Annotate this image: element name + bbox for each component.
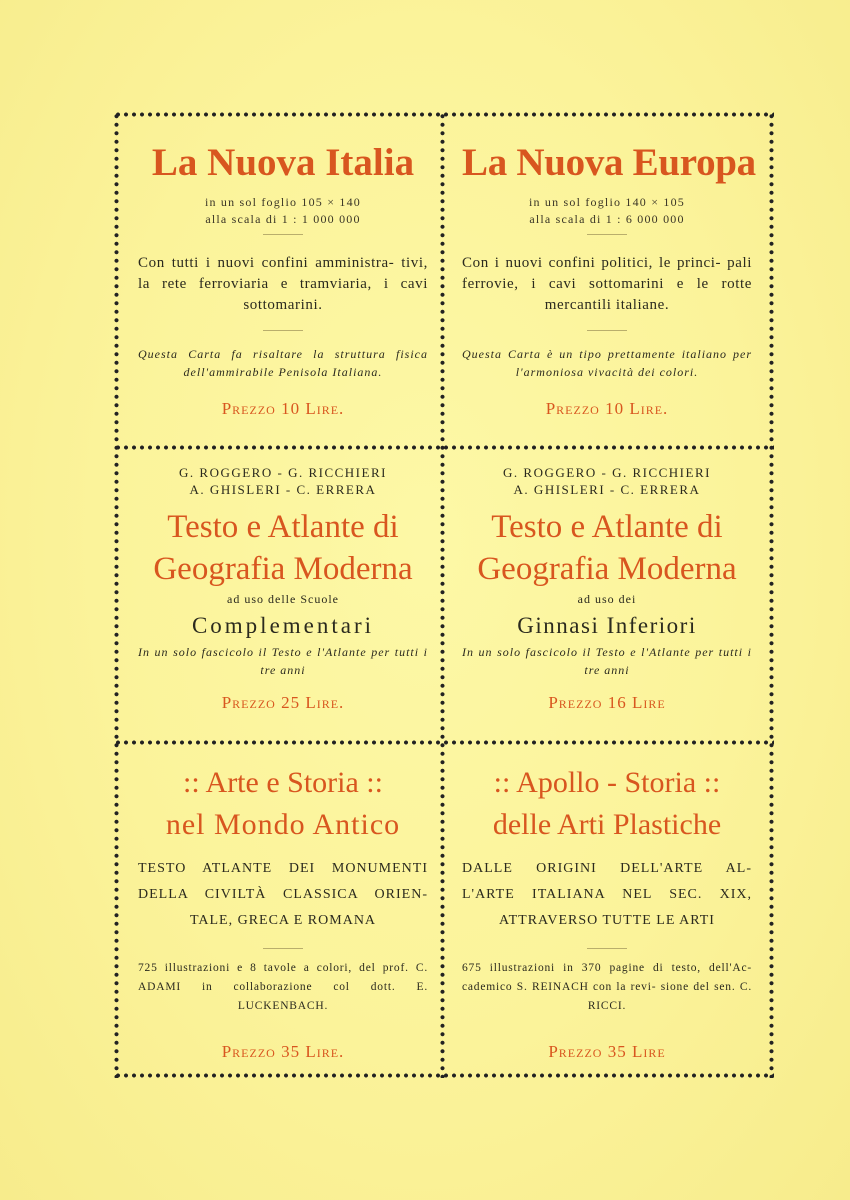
map-size: in un sol foglio 140 × 105 (529, 195, 685, 209)
panel-arte-storia (128, 762, 438, 1062)
authors-line-2: A. GHISLERI - C. ERRERA (189, 482, 377, 497)
atlas-title-line-2: Geografia Moderna (153, 551, 413, 587)
price-label: Prezzo 16 Lire (548, 693, 666, 712)
panel-note: In un solo fascicolo il Testo e l'Atlante per tutti i tre anni (138, 645, 428, 677)
price-label: Prezzo 10 Lire. (221, 399, 345, 418)
map-size: in un sol foglio 105 × 140 (205, 195, 361, 209)
panel-description: DALLE ORIGINI DELL'ARTE AL- L'ARTE ITALIANA NEL SEC. XIX, ATTRAVERSO TUTTE LE ARTI (462, 861, 752, 928)
panel-title: La Nuova Europa (462, 141, 756, 184)
panel-title-line-1: :: Arte e Storia :: (183, 766, 383, 799)
panel-description: TESTO ATLANTE DEI MONUMENTI DELLA CIVILTÀ CLASSICA ORIEN- TALE, GRECA E ROMANA (138, 861, 428, 928)
school-type: Ginnasi Inferiori (517, 613, 697, 638)
panel-title: La Nuova Italia (151, 141, 415, 184)
panel-nuova-italia (128, 140, 438, 440)
divider-rule (587, 330, 627, 331)
panel-title-line-2: nel Mondo Antico (165, 808, 401, 841)
school-type: Complementari (191, 613, 375, 638)
atlas-title-line-1: Testo e Atlante di (491, 509, 723, 545)
panel-title-line-2: delle Arti Plastiche (492, 808, 722, 841)
authors-line-1: G. ROGGERO - G. RICCHIERI (179, 465, 387, 480)
authors-line-2: A. GHISLERI - C. ERRERA (513, 482, 701, 497)
panel-title-line-1: :: Apollo - Storia :: (493, 766, 721, 799)
panel-note: In un solo fascicolo il Testo e l'Atlante per tutti i tre anni (462, 645, 752, 677)
panel-description: Con tutti i nuovi confini amministra- tivi, la rete ferroviaria e tramviaria, i cavi sottomarini. (138, 255, 428, 313)
map-scale: alla scala di 1 : 1 000 000 (205, 212, 361, 226)
panel-description: Con i nuovi confini politici, le princi- pali ferrovie, i cavi sottomarini e le rotte mercantili italiane. (462, 255, 752, 313)
panel-note: 725 illustrazioni e 8 tavole a colori, del prof. C. ADAMI in collaborazione col dott. E. LUCKENBACH. (138, 962, 428, 1012)
divider-rule (263, 234, 303, 235)
map-scale: alla scala di 1 : 6 000 000 (529, 212, 685, 226)
atlas-title-line-1: Testo e Atlante di (167, 509, 399, 545)
price-label: Prezzo 35 Lire (548, 1042, 666, 1061)
school-intro: ad uso dei (577, 592, 637, 606)
divider-rule (263, 330, 303, 331)
divider-rule (263, 948, 303, 949)
panel-atlante-complementari (128, 464, 438, 736)
panel-atlante-ginnasi (452, 464, 762, 736)
panel-nuova-europa (452, 140, 762, 440)
price-label: Prezzo 25 Lire. (221, 693, 345, 712)
panel-note: 675 illustrazioni in 370 pagine di testo, dell'Ac- cademico S. REINACH con la revi- sione del sen. C. RICCI. (462, 962, 752, 1012)
dotted-border-left (114, 112, 119, 1078)
divider-rule (587, 948, 627, 949)
panel-note: Questa Carta è un tipo prettamente italiano per l'armoniosa vivacità dei colori. (462, 347, 752, 379)
school-intro: ad uso delle Scuole (227, 592, 339, 606)
price-label: Prezzo 10 Lire. (545, 399, 669, 418)
panel-note: Questa Carta fa risaltare la struttura fisica dell'ammirabile Penisola Italiana. (138, 347, 428, 379)
advertisement-frame (114, 112, 774, 1078)
price-label: Prezzo 35 Lire. (221, 1042, 345, 1061)
divider-rule (587, 234, 627, 235)
dotted-border-right (769, 112, 774, 1078)
dotted-divider-center (440, 112, 445, 1078)
panel-apollo-storia (452, 762, 762, 1062)
atlas-title-line-2: Geografia Moderna (477, 551, 737, 587)
authors-line-1: G. ROGGERO - G. RICCHIERI (503, 465, 711, 480)
